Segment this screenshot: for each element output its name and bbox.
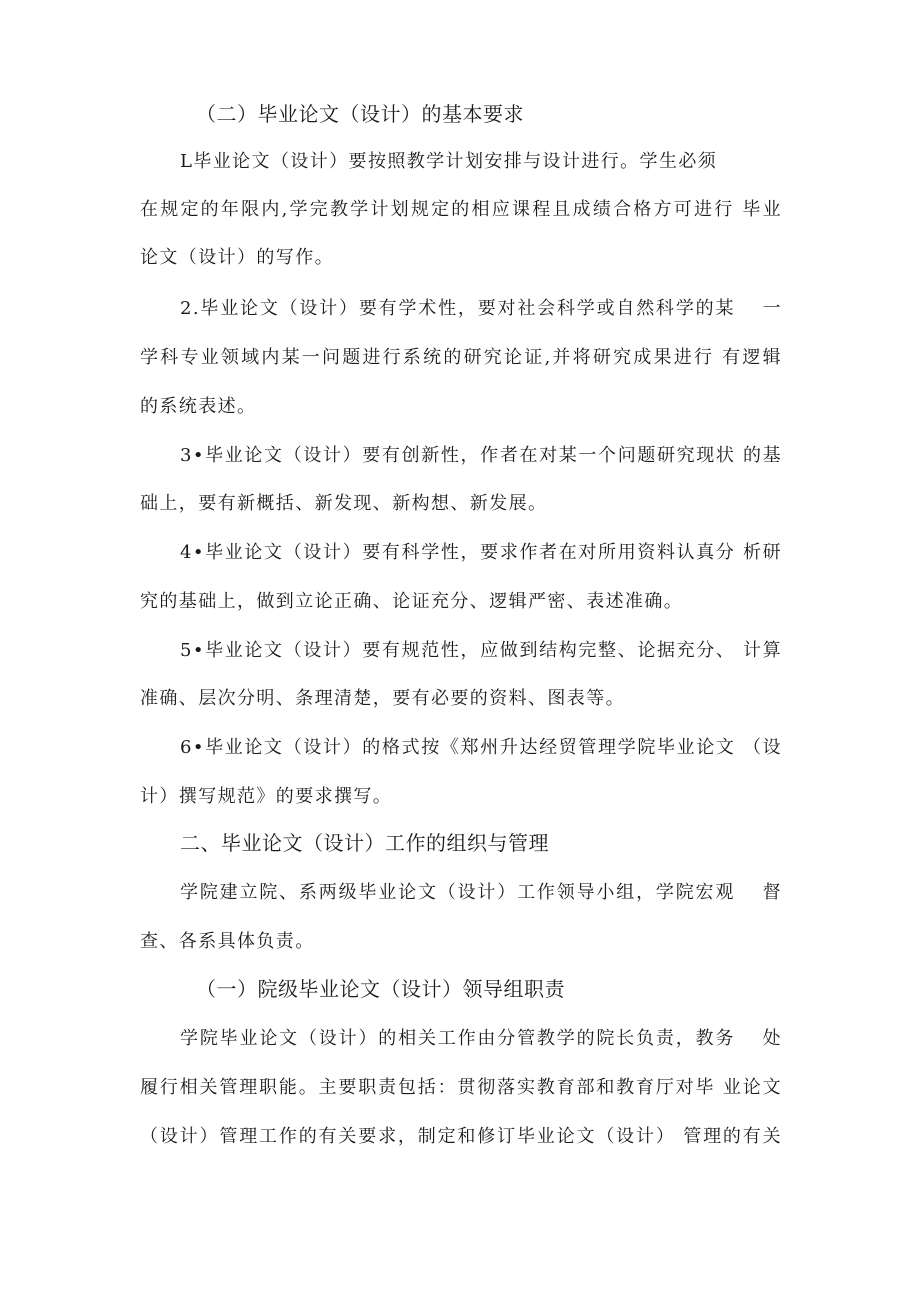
paragraph-line: 论文（设计）的写作。: [140, 247, 334, 268]
paragraph-line: 履行相关管理职能。主要职责包括：贯彻落实教育部和教育厅对毕 业论文: [140, 1077, 782, 1098]
paragraph-line: 究的基础上，做到立论正确、论证充分、逻辑严密、表述准确。: [140, 591, 684, 612]
section-heading-basic-requirements: （二）毕业论文（设计）的基本要求: [196, 102, 524, 126]
paragraph-line: 学院毕业论文（设计）的相关工作由分管教学的院长负责，教务 处: [180, 1028, 782, 1049]
paragraph-line: 础上，要有新概括、新发现、新构想、新发展。: [140, 493, 548, 514]
paragraph-line: 2.毕业论文（设计）要有学术性，要对社会科学或自然科学的某 一: [180, 298, 782, 319]
section-heading-organization: 二、毕业论文（设计）工作的组织与管理: [180, 831, 549, 855]
paragraph-line: 5•毕业论文（设计）要有规范性，应做到结构完整、论据充分、 计算: [180, 640, 782, 661]
paragraph-line: （设计）管理工作的有关要求，制定和修订毕业论文（设计） 管理的有关: [140, 1126, 782, 1147]
paragraph-line: L毕业论文（设计）要按照教学计划安排与设计进行。学生必须: [180, 151, 718, 172]
paragraph-line: 学院建立院、系两级毕业论文（设计）工作领导小组，学院宏观 督: [180, 882, 782, 903]
paragraph-line: 在规定的年限内,学完教学计划规定的相应课程且成绩合格方可进行 毕业: [140, 199, 782, 220]
paragraph-line: 查、各系具体负责。: [140, 931, 315, 952]
paragraph-line: 6•毕业论文（设计）的格式按《郑州升达经贸管理学院毕业论文 （设: [180, 737, 782, 758]
paragraph-line: 3•毕业论文（设计）要有创新性，作者在对某一个问题研究现状 的基: [180, 445, 782, 466]
paragraph-line: 的系统表述。: [140, 396, 257, 417]
paragraph-line: 学科专业领域内某一问题进行系统的研究论证,并将研究成果进行 有逻辑: [140, 347, 782, 368]
paragraph-line: 计）撰写规范》的要求撰写。: [140, 786, 393, 807]
paragraph-line: 准确、层次分明、条理清楚，要有必要的资料、图表等。: [140, 688, 625, 709]
paragraph-line: 4•毕业论文（设计）要有科学性，要求作者在对所用资料认真分 析研: [180, 542, 782, 563]
section-heading-college-leadership: （一）院级毕业论文（设计）领导组职责: [196, 977, 565, 1001]
